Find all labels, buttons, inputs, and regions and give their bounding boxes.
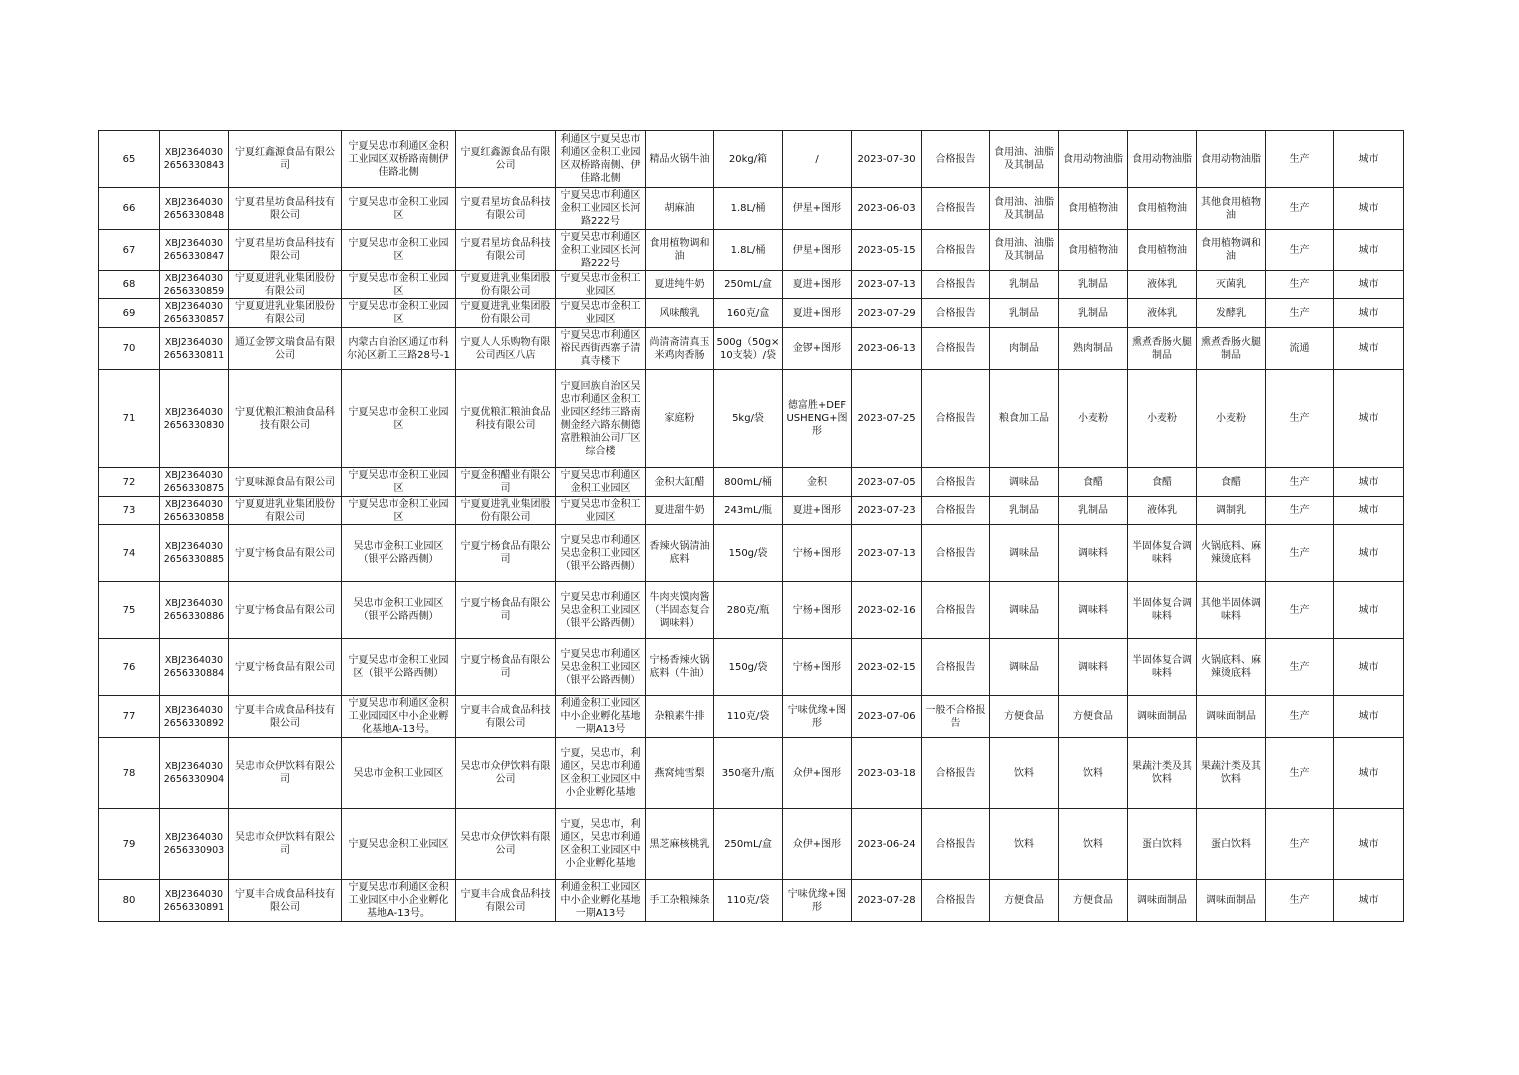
seller-address-cell: 宁夏吴忠市利通区吴忠金积工业园区（银平公路西侧）: [556, 525, 646, 582]
seller-address-cell: 宁夏吴忠市金积工业园区: [556, 299, 646, 328]
sample-code-cell: XBJ23640302656330857: [160, 299, 229, 328]
table-row: [99, 809, 1404, 880]
table-row: [99, 497, 1404, 525]
row-number-cell: 75: [99, 582, 160, 639]
seller-name-cell: 吴忠市众伊饮料有限公司: [456, 738, 556, 809]
product-name-cell: 胡麻油: [646, 188, 714, 230]
sampling-stage-cell: 生产: [1266, 639, 1334, 696]
production-date-cell: 2023-07-28: [852, 880, 922, 922]
brand-cell: 宁味优缘+图形: [783, 880, 852, 922]
specification-cell: 280克/瓶: [714, 582, 783, 639]
producer-name-cell: 宁夏宁杨食品有限公司: [229, 582, 342, 639]
result-type-cell: 合格报告: [922, 582, 990, 639]
sample-code-cell: XBJ23640302656330886: [160, 582, 229, 639]
category-level-1-cell: 食用油、油脂及其制品: [990, 188, 1059, 230]
product-name-cell: 手工杂粮辣条: [646, 880, 714, 922]
specification-cell: 250mL/盒: [714, 271, 783, 299]
production-date-cell: 2023-07-06: [852, 696, 922, 738]
producer-address-cell: 宁夏吴忠市金积工业园区: [342, 188, 456, 230]
sampling-area-cell: 城市: [1334, 131, 1404, 188]
brand-cell: 德富胜+DEFUSHENG+图形: [783, 370, 852, 468]
brand-cell: /: [783, 131, 852, 188]
product-name-cell: 精品火锅牛油: [646, 131, 714, 188]
category-level-3-cell: 半固体复合调味料: [1128, 639, 1197, 696]
category-level-3-cell: 食用植物油: [1128, 188, 1197, 230]
category-level-4-cell: 食用动物油脂: [1197, 131, 1266, 188]
producer-name-cell: 宁夏丰合成食品科技有限公司: [229, 696, 342, 738]
sampling-area-cell: 城市: [1334, 880, 1404, 922]
category-level-1-cell: 调味品: [990, 525, 1059, 582]
category-level-3-cell: 小麦粉: [1128, 370, 1197, 468]
category-level-1-cell: 乳制品: [990, 271, 1059, 299]
table-row: [99, 299, 1404, 328]
result-type-cell: 合格报告: [922, 370, 990, 468]
production-date-cell: 2023-06-24: [852, 809, 922, 880]
sampling-area-cell: 城市: [1334, 230, 1404, 271]
producer-name-cell: 宁夏味源食品有限公司: [229, 468, 342, 497]
category-level-1-cell: 乳制品: [990, 497, 1059, 525]
category-level-4-cell: 发酵乳: [1197, 299, 1266, 328]
row-number-cell: 78: [99, 738, 160, 809]
producer-address-cell: 宁夏吴忠市金积工业园区: [342, 271, 456, 299]
product-name-cell: 香辣火锅清油底料: [646, 525, 714, 582]
result-type-cell: 合格报告: [922, 299, 990, 328]
production-date-cell: 2023-07-29: [852, 299, 922, 328]
row-number-cell: 70: [99, 328, 160, 370]
category-level-4-cell: 调制乳: [1197, 497, 1266, 525]
product-name-cell: 金积大缸醋: [646, 468, 714, 497]
specification-cell: 20kg/箱: [714, 131, 783, 188]
sample-code-cell: XBJ23640302656330875: [160, 468, 229, 497]
production-date-cell: 2023-07-30: [852, 131, 922, 188]
sample-code-cell: XBJ23640302656330892: [160, 696, 229, 738]
sampling-stage-cell: 生产: [1266, 468, 1334, 497]
sample-code-cell: XBJ23640302656330891: [160, 880, 229, 922]
table-row: [99, 468, 1404, 497]
specification-cell: 150g/袋: [714, 639, 783, 696]
sample-code-cell: XBJ23640302656330885: [160, 525, 229, 582]
producer-address-cell: 宁夏吴忠市利通区金积工业园园区中小企业孵化基地A-13号。: [342, 696, 456, 738]
specification-cell: 110克/袋: [714, 880, 783, 922]
result-type-cell: 合格报告: [922, 131, 990, 188]
category-level-1-cell: 肉制品: [990, 328, 1059, 370]
category-level-4-cell: 火锅底料、麻辣烫底料: [1197, 525, 1266, 582]
producer-address-cell: 吴忠市金积工业园区（银平公路西侧）: [342, 582, 456, 639]
seller-name-cell: 宁夏丰合成食品科技有限公司: [456, 696, 556, 738]
category-level-2-cell: 食用动物油脂: [1059, 131, 1128, 188]
category-level-4-cell: 调味面制品: [1197, 696, 1266, 738]
category-level-2-cell: 食用植物油: [1059, 188, 1128, 230]
brand-cell: 夏进+图形: [783, 299, 852, 328]
seller-address-cell: 宁夏，吴忠市，利通区，吴忠市利通区金积工业园区中小企业孵化基地: [556, 738, 646, 809]
category-level-4-cell: 食用植物调和油: [1197, 230, 1266, 271]
producer-name-cell: 宁夏夏进乳业集团股份有限公司: [229, 271, 342, 299]
producer-name-cell: 吴忠市众伊饮料有限公司: [229, 809, 342, 880]
table-row: [99, 328, 1404, 370]
category-level-1-cell: 粮食加工品: [990, 370, 1059, 468]
producer-name-cell: 宁夏宁杨食品有限公司: [229, 525, 342, 582]
row-number-cell: 72: [99, 468, 160, 497]
product-name-cell: 家庭粉: [646, 370, 714, 468]
producer-address-cell: 宁夏吴忠市金积工业园区: [342, 299, 456, 328]
seller-name-cell: 宁夏丰合成食品科技有限公司: [456, 880, 556, 922]
producer-name-cell: 宁夏红鑫源食品有限公司: [229, 131, 342, 188]
production-date-cell: 2023-07-23: [852, 497, 922, 525]
result-type-cell: 合格报告: [922, 809, 990, 880]
specification-cell: 1.8L/桶: [714, 188, 783, 230]
seller-name-cell: 宁夏宁杨食品有限公司: [456, 639, 556, 696]
category-level-4-cell: 其他食用植物油: [1197, 188, 1266, 230]
sample-code-cell: XBJ23640302656330830: [160, 370, 229, 468]
seller-name-cell: 宁夏宁杨食品有限公司: [456, 525, 556, 582]
specification-cell: 250mL/盒: [714, 809, 783, 880]
brand-cell: 宁杨+图形: [783, 525, 852, 582]
production-date-cell: 2023-06-13: [852, 328, 922, 370]
category-level-1-cell: 调味品: [990, 468, 1059, 497]
sampling-stage-cell: 生产: [1266, 370, 1334, 468]
result-type-cell: 合格报告: [922, 738, 990, 809]
row-number-cell: 77: [99, 696, 160, 738]
producer-name-cell: 宁夏宁杨食品有限公司: [229, 639, 342, 696]
category-level-4-cell: 食醋: [1197, 468, 1266, 497]
brand-cell: 伊星+图形: [783, 230, 852, 271]
brand-cell: 众伊+图形: [783, 738, 852, 809]
sampling-stage-cell: 生产: [1266, 809, 1334, 880]
row-number-cell: 71: [99, 370, 160, 468]
row-number-cell: 76: [99, 639, 160, 696]
seller-address-cell: 宁夏回族自治区吴忠市利通区金积工业园区经纬三路南侧金经六路东侧德富胜粮油公司厂区综合楼: [556, 370, 646, 468]
category-level-1-cell: 食用油、油脂及其制品: [990, 131, 1059, 188]
sample-code-cell: XBJ23640302656330848: [160, 188, 229, 230]
category-level-3-cell: 液体乳: [1128, 271, 1197, 299]
producer-name-cell: 宁夏丰合成食品科技有限公司: [229, 880, 342, 922]
row-number-cell: 65: [99, 131, 160, 188]
production-date-cell: 2023-03-18: [852, 738, 922, 809]
production-date-cell: 2023-07-25: [852, 370, 922, 468]
result-type-cell: 合格报告: [922, 468, 990, 497]
table-row: [99, 271, 1404, 299]
sample-code-cell: XBJ23640302656330904: [160, 738, 229, 809]
product-name-cell: 食用植物调和油: [646, 230, 714, 271]
seller-address-cell: 宁夏吴忠市利通区吴忠金积工业园区（银平公路西侧）: [556, 582, 646, 639]
seller-name-cell: 宁夏夏进乳业集团股份有限公司: [456, 299, 556, 328]
seller-address-cell: 宁夏吴忠市金积工业园区: [556, 271, 646, 299]
sample-code-cell: XBJ23640302656330811: [160, 328, 229, 370]
seller-name-cell: 宁夏优粮汇粮油食品科技有限公司: [456, 370, 556, 468]
sampling-stage-cell: 生产: [1266, 299, 1334, 328]
specification-cell: 243mL/瓶: [714, 497, 783, 525]
product-name-cell: 宁杨香辣火锅底料（牛油）: [646, 639, 714, 696]
brand-cell: 众伊+图形: [783, 809, 852, 880]
seller-address-cell: 利通金积工业园区中小企业孵化基地一期A13号: [556, 880, 646, 922]
table-row: [99, 131, 1404, 188]
sampling-area-cell: 城市: [1334, 525, 1404, 582]
producer-address-cell: 宁夏吴忠市金积工业园区: [342, 497, 456, 525]
product-name-cell: 夏进甜牛奶: [646, 497, 714, 525]
specification-cell: 1.8L/桶: [714, 230, 783, 271]
seller-address-cell: 宁夏，吴忠市，利通区，吴忠市利通区金积工业园区中小企业孵化基地: [556, 809, 646, 880]
category-level-2-cell: 调味料: [1059, 525, 1128, 582]
production-date-cell: 2023-07-13: [852, 271, 922, 299]
sample-code-cell: XBJ23640302656330884: [160, 639, 229, 696]
sampling-stage-cell: 生产: [1266, 230, 1334, 271]
brand-cell: 宁杨+图形: [783, 582, 852, 639]
seller-address-cell: 宁夏吴忠市利通区金积工业园区长河路222号: [556, 230, 646, 271]
result-type-cell: 合格报告: [922, 880, 990, 922]
table-row: [99, 738, 1404, 809]
sample-code-cell: XBJ23640302656330859: [160, 271, 229, 299]
sampling-area-cell: 城市: [1334, 468, 1404, 497]
category-level-1-cell: 乳制品: [990, 299, 1059, 328]
seller-address-cell: 利通区宁夏吴忠市利通区金积工业园区双桥路南侧、伊佳路北侧: [556, 131, 646, 188]
sampling-stage-cell: 生产: [1266, 696, 1334, 738]
category-level-4-cell: 火锅底料、麻辣烫底料: [1197, 639, 1266, 696]
seller-name-cell: 宁夏金积醋业有限公司: [456, 468, 556, 497]
sampling-area-cell: 城市: [1334, 738, 1404, 809]
table-row: [99, 370, 1404, 468]
category-level-1-cell: 调味品: [990, 582, 1059, 639]
production-date-cell: 2023-05-15: [852, 230, 922, 271]
category-level-2-cell: 小麦粉: [1059, 370, 1128, 468]
seller-address-cell: 宁夏吴忠市金积工业园区: [556, 497, 646, 525]
product-name-cell: 夏进纯牛奶: [646, 271, 714, 299]
result-type-cell: 合格报告: [922, 328, 990, 370]
brand-cell: 夏进+图形: [783, 271, 852, 299]
seller-name-cell: 宁夏红鑫源食品有限公司: [456, 131, 556, 188]
sample-code-cell: XBJ23640302656330847: [160, 230, 229, 271]
category-level-4-cell: 调味面制品: [1197, 880, 1266, 922]
table-row: [99, 880, 1404, 922]
category-level-2-cell: 饮料: [1059, 809, 1128, 880]
table-body: [99, 131, 1404, 922]
category-level-4-cell: 灭菌乳: [1197, 271, 1266, 299]
sampling-area-cell: 城市: [1334, 188, 1404, 230]
producer-address-cell: 宁夏吴忠市金积工业园区: [342, 370, 456, 468]
specification-cell: 350毫升/瓶: [714, 738, 783, 809]
category-level-4-cell: 果蔬汁类及其饮料: [1197, 738, 1266, 809]
producer-address-cell: 宁夏吴忠市利通区金积工业园区中小企业孵化基地A-13号。: [342, 880, 456, 922]
result-type-cell: 合格报告: [922, 230, 990, 271]
producer-name-cell: 宁夏夏进乳业集团股份有限公司: [229, 299, 342, 328]
table-row: [99, 525, 1404, 582]
producer-address-cell: 宁夏吴忠市利通区金积工业园区双桥路南侧伊佳路北侧: [342, 131, 456, 188]
producer-name-cell: 宁夏君星坊食品科技有限公司: [229, 230, 342, 271]
product-name-cell: 尚清斋清真玉米鸡肉香肠: [646, 328, 714, 370]
product-name-cell: 杂粮素牛排: [646, 696, 714, 738]
inspection-results-table: [98, 130, 1404, 922]
category-level-1-cell: 调味品: [990, 639, 1059, 696]
table-row: [99, 639, 1404, 696]
seller-address-cell: 宁夏吴忠市利通区吴忠金积工业园区（银平公路西侧）: [556, 639, 646, 696]
seller-name-cell: 宁夏人人乐购物有限公司西区八店: [456, 328, 556, 370]
sampling-area-cell: 城市: [1334, 809, 1404, 880]
category-level-3-cell: 食用植物油: [1128, 230, 1197, 271]
brand-cell: 金积: [783, 468, 852, 497]
category-level-3-cell: 食醋: [1128, 468, 1197, 497]
sampling-area-cell: 城市: [1334, 497, 1404, 525]
category-level-3-cell: 调味面制品: [1128, 880, 1197, 922]
result-type-cell: 合格报告: [922, 525, 990, 582]
category-level-3-cell: 半固体复合调味料: [1128, 525, 1197, 582]
category-level-3-cell: 蛋白饮料: [1128, 809, 1197, 880]
producer-address-cell: 内蒙古自治区通辽市科尔沁区新工三路28号-1: [342, 328, 456, 370]
table-row: [99, 188, 1404, 230]
category-level-2-cell: 调味料: [1059, 639, 1128, 696]
row-number-cell: 74: [99, 525, 160, 582]
seller-name-cell: 宁夏君星坊食品科技有限公司: [456, 188, 556, 230]
producer-address-cell: 宁夏吴忠市金积工业园区（银平公路西侧）: [342, 639, 456, 696]
production-date-cell: 2023-07-13: [852, 525, 922, 582]
result-type-cell: 合格报告: [922, 639, 990, 696]
sampling-stage-cell: 生产: [1266, 525, 1334, 582]
category-level-2-cell: 方便食品: [1059, 696, 1128, 738]
seller-address-cell: 宁夏吴忠市利通区金积工业园区: [556, 468, 646, 497]
sampling-stage-cell: 生产: [1266, 738, 1334, 809]
sample-code-cell: XBJ23640302656330903: [160, 809, 229, 880]
category-level-3-cell: 液体乳: [1128, 299, 1197, 328]
sampling-area-cell: 城市: [1334, 696, 1404, 738]
producer-name-cell: 宁夏夏进乳业集团股份有限公司: [229, 497, 342, 525]
producer-address-cell: 宁夏吴忠金积工业园区: [342, 809, 456, 880]
production-date-cell: 2023-07-05: [852, 468, 922, 497]
sampling-stage-cell: 生产: [1266, 188, 1334, 230]
seller-name-cell: 宁夏夏进乳业集团股份有限公司: [456, 497, 556, 525]
sampling-stage-cell: 生产: [1266, 582, 1334, 639]
row-number-cell: 67: [99, 230, 160, 271]
producer-address-cell: 宁夏吴忠市金积工业园区: [342, 230, 456, 271]
seller-name-cell: 宁夏宁杨食品有限公司: [456, 582, 556, 639]
category-level-2-cell: 方便食品: [1059, 880, 1128, 922]
category-level-1-cell: 饮料: [990, 809, 1059, 880]
seller-name-cell: 宁夏夏进乳业集团股份有限公司: [456, 271, 556, 299]
category-level-4-cell: 熏煮香肠火腿制品: [1197, 328, 1266, 370]
sample-code-cell: XBJ23640302656330843: [160, 131, 229, 188]
producer-name-cell: 通辽金锣文瑞食品有限公司: [229, 328, 342, 370]
category-level-1-cell: 食用油、油脂及其制品: [990, 230, 1059, 271]
product-name-cell: 燕窝炖雪梨: [646, 738, 714, 809]
sampling-stage-cell: 生产: [1266, 497, 1334, 525]
sampling-stage-cell: 流通: [1266, 328, 1334, 370]
category-level-3-cell: 食用动物油脂: [1128, 131, 1197, 188]
product-name-cell: 牛肉夹馍肉酱（半固态复合调味料）: [646, 582, 714, 639]
sampling-area-cell: 城市: [1334, 299, 1404, 328]
specification-cell: 500g（50g×10支装）/袋: [714, 328, 783, 370]
sampling-area-cell: 城市: [1334, 328, 1404, 370]
table-row: [99, 582, 1404, 639]
category-level-2-cell: 饮料: [1059, 738, 1128, 809]
category-level-3-cell: 液体乳: [1128, 497, 1197, 525]
sampling-stage-cell: 生产: [1266, 880, 1334, 922]
sampling-stage-cell: 生产: [1266, 271, 1334, 299]
category-level-3-cell: 调味面制品: [1128, 696, 1197, 738]
row-number-cell: 68: [99, 271, 160, 299]
seller-name-cell: 宁夏君星坊食品科技有限公司: [456, 230, 556, 271]
category-level-2-cell: 乳制品: [1059, 497, 1128, 525]
result-type-cell: 合格报告: [922, 188, 990, 230]
row-number-cell: 73: [99, 497, 160, 525]
producer-name-cell: 宁夏君星坊食品科技有限公司: [229, 188, 342, 230]
brand-cell: 宁杨+图形: [783, 639, 852, 696]
specification-cell: 110克/袋: [714, 696, 783, 738]
category-level-3-cell: 熏煮香肠火腿制品: [1128, 328, 1197, 370]
category-level-1-cell: 饮料: [990, 738, 1059, 809]
seller-address-cell: 宁夏吴忠市利通区金积工业园区长河路222号: [556, 188, 646, 230]
producer-address-cell: 宁夏吴忠市金积工业园区: [342, 468, 456, 497]
category-level-2-cell: 乳制品: [1059, 299, 1128, 328]
seller-name-cell: 吴忠市众伊饮料有限公司: [456, 809, 556, 880]
product-name-cell: 黑芝麻核桃乳: [646, 809, 714, 880]
sample-code-cell: XBJ23640302656330858: [160, 497, 229, 525]
row-number-cell: 79: [99, 809, 160, 880]
specification-cell: 150g/袋: [714, 525, 783, 582]
seller-address-cell: 利通金积工业园区中小企业孵化基地一期A13号: [556, 696, 646, 738]
category-level-2-cell: 熟肉制品: [1059, 328, 1128, 370]
production-date-cell: 2023-06-03: [852, 188, 922, 230]
category-level-2-cell: 调味料: [1059, 582, 1128, 639]
production-date-cell: 2023-02-15: [852, 639, 922, 696]
category-level-3-cell: 果蔬汁类及其饮料: [1128, 738, 1197, 809]
row-number-cell: 69: [99, 299, 160, 328]
row-number-cell: 80: [99, 880, 160, 922]
specification-cell: 5kg/袋: [714, 370, 783, 468]
sampling-area-cell: 城市: [1334, 271, 1404, 299]
category-level-2-cell: 乳制品: [1059, 271, 1128, 299]
brand-cell: 夏进+图形: [783, 497, 852, 525]
producer-name-cell: 宁夏优粮汇粮油食品科技有限公司: [229, 370, 342, 468]
category-level-4-cell: 小麦粉: [1197, 370, 1266, 468]
production-date-cell: 2023-02-16: [852, 582, 922, 639]
category-level-3-cell: 半固体复合调味料: [1128, 582, 1197, 639]
sampling-area-cell: 城市: [1334, 582, 1404, 639]
category-level-2-cell: 食用植物油: [1059, 230, 1128, 271]
producer-name-cell: 吴忠市众伊饮料有限公司: [229, 738, 342, 809]
sampling-area-cell: 城市: [1334, 370, 1404, 468]
product-name-cell: 风味酸乳: [646, 299, 714, 328]
category-level-1-cell: 方便食品: [990, 696, 1059, 738]
brand-cell: 宁味优缘+图形: [783, 696, 852, 738]
table-row: [99, 230, 1404, 271]
result-type-cell: 合格报告: [922, 271, 990, 299]
brand-cell: 金锣+图形: [783, 328, 852, 370]
seller-address-cell: 宁夏吴忠市利通区裕民西街西寨子清真寺楼下: [556, 328, 646, 370]
result-type-cell: 一般不合格报告: [922, 696, 990, 738]
specification-cell: 160克/盒: [714, 299, 783, 328]
specification-cell: 800mL/桶: [714, 468, 783, 497]
producer-address-cell: 吴忠市金积工业园区（银平公路西侧）: [342, 525, 456, 582]
row-number-cell: 66: [99, 188, 160, 230]
category-level-2-cell: 食醋: [1059, 468, 1128, 497]
category-level-1-cell: 方便食品: [990, 880, 1059, 922]
sampling-area-cell: 城市: [1334, 639, 1404, 696]
sampling-stage-cell: 生产: [1266, 131, 1334, 188]
brand-cell: 伊星+图形: [783, 188, 852, 230]
result-type-cell: 合格报告: [922, 497, 990, 525]
category-level-4-cell: 蛋白饮料: [1197, 809, 1266, 880]
table-row: [99, 696, 1404, 738]
category-level-4-cell: 其他半固体调味料: [1197, 582, 1266, 639]
producer-address-cell: 吴忠市金积工业园区: [342, 738, 456, 809]
